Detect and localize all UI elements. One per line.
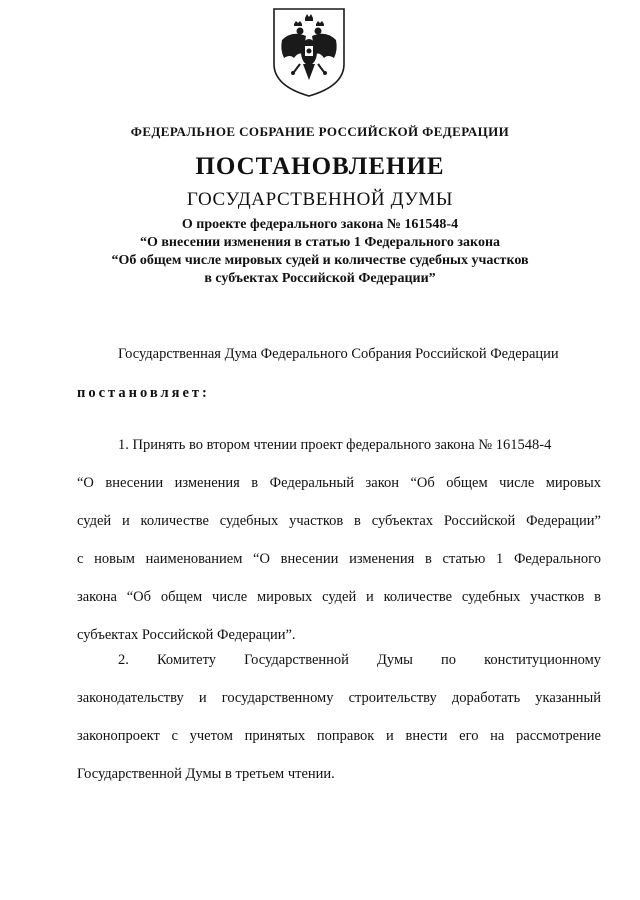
item-line: законопроект с учетом принятых поправок и внести его на рассмотрение [77, 728, 601, 744]
item-line: 1. Принять во втором чтении проект федерального закона № 161548-4 [118, 437, 552, 453]
item-line: закона “Об общем числе мировых судей и количестве судебных участков в [77, 589, 601, 605]
resolves-word: постановляет: [77, 385, 210, 401]
item-line: субъектах Российской Федерации”. [77, 627, 296, 643]
subject-line: в субъектах Российской Федерации” [204, 271, 436, 286]
preamble: Государственная Дума Федерального Собрания Российской Федерации [118, 346, 559, 362]
coat-of-arms-icon [270, 6, 348, 98]
item-line: судей и количестве судебных участков в субъектах Российской Федерации” [77, 513, 601, 529]
item-line: с новым наименованием “О внесении изменения в статью 1 Федерального [77, 551, 601, 567]
item-line: законодательству и государственному строительству доработать указанный [77, 690, 601, 706]
decree-title: ПОСТАНОВЛЕНИЕ [195, 153, 445, 180]
subject-line: “Об общем числе мировых судей и количестве судебных участков [111, 253, 529, 268]
subject-line: О проекте федерального закона № 161548-4 [181, 217, 459, 232]
item-line: “О внесении изменения в Федеральный закон “Об общем числе мировых [77, 475, 601, 491]
subject-line: “О внесении изменения в статью 1 Федерального закона [139, 235, 501, 250]
decree-subtitle: ГОСУДАРСТВЕННОЙ ДУМЫ [186, 189, 454, 210]
item-line: 2. Комитету Государственной Думы по конституционному [118, 652, 601, 668]
assembly-header: ФЕДЕРАЛЬНОЕ СОБРАНИЕ РОССИЙСКОЙ ФЕДЕРАЦИИ [130, 124, 510, 139]
item-line: Государственной Думы в третьем чтении. [77, 766, 335, 782]
item-2 [77, 650, 601, 802]
item-1 [77, 435, 601, 663]
